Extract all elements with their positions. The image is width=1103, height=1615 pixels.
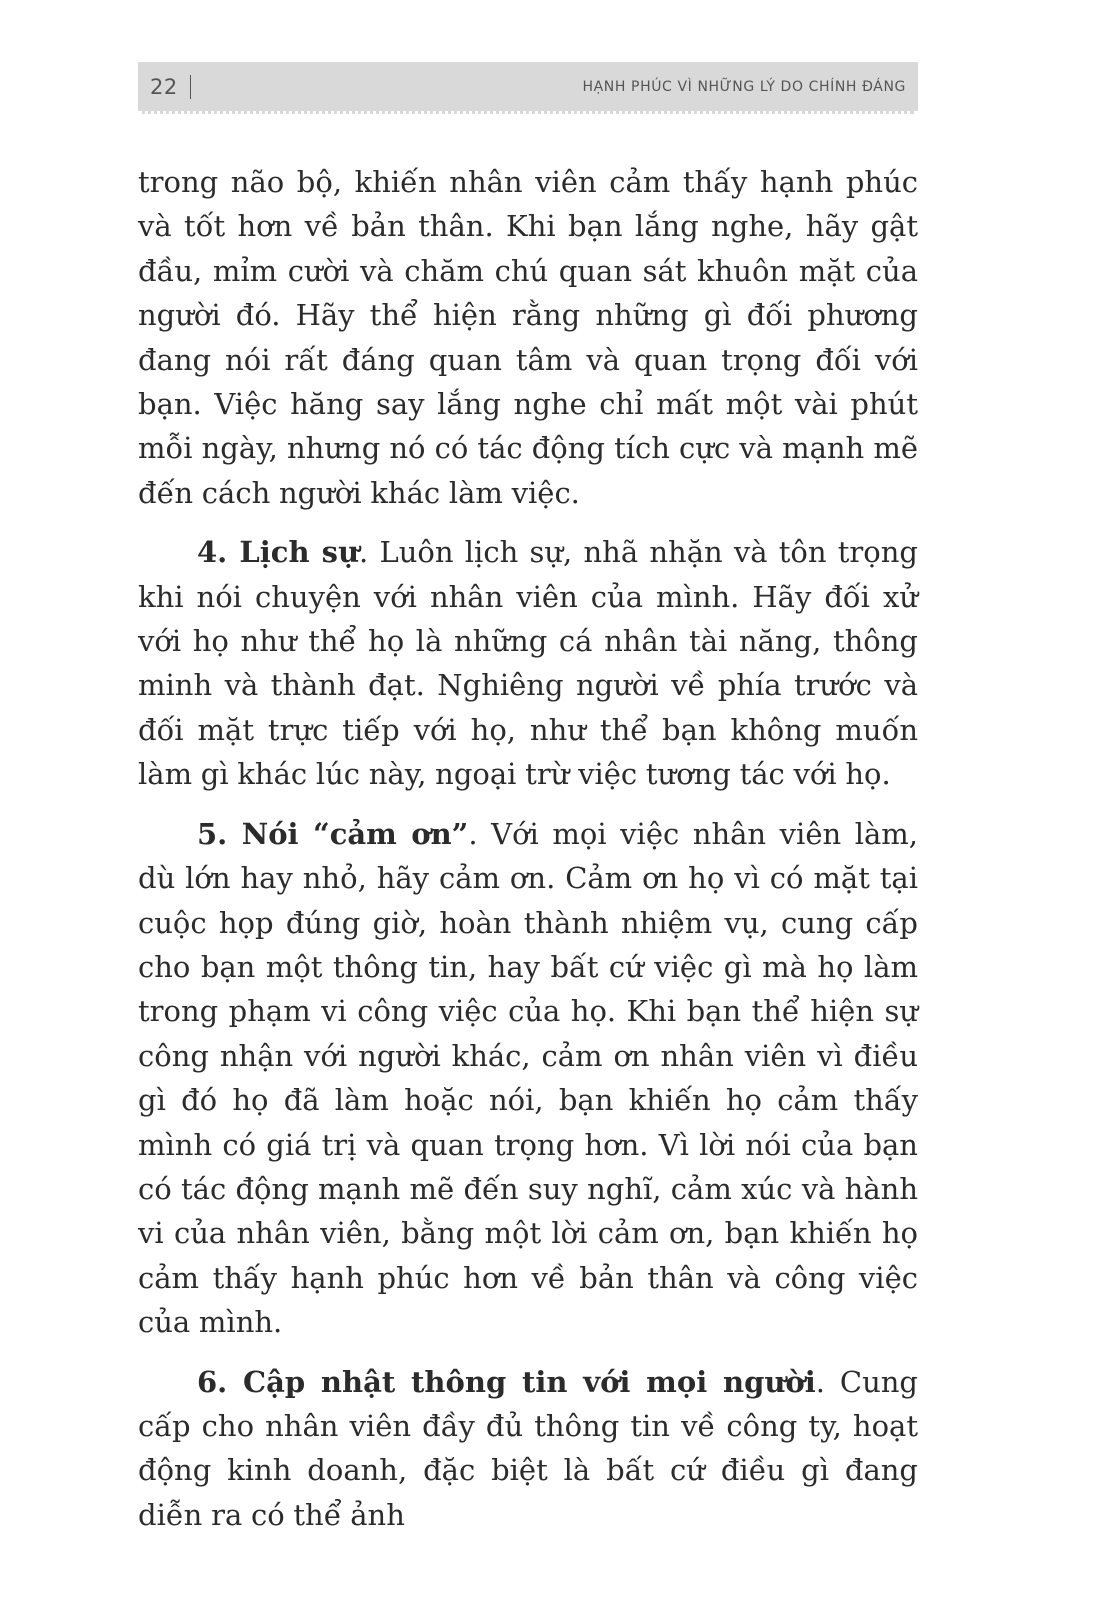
paragraph-3-text: . Với mọi việc nhân viên làm, dù lớn hay nhỏ, hãy cảm ơn. Cảm ơn họ vì có mặt tại cuộc họp đúng giờ, hoàn thành nhiệm vụ, cung cấp cho bạn một thông tin, hay bất cứ việc gì mà họ làm trong phạm vi công việc của họ. Khi bạn thể hiện sự công nhận với người khác, cảm ơn nhân viên vì điều gì đó họ đã làm hoặc nói, bạn khiến họ cảm thấy mình có giá trị và quan trọng hơn. Vì lời nói của bạn có tác động mạnh mẽ đến suy nghĩ, cảm xúc và hành vi của nhân viên, bằng một lời cảm ơn, bạn khiến họ cảm thấy hạnh phúc hơn về bản thân và công việc của mình. xyxy=(138,816,918,1340)
book-title: HẠNH PHÚC VÌ NHỮNG LÝ DO CHÍNH ĐÁNG xyxy=(582,78,906,95)
paragraph-2-heading: 4. Lịch sự xyxy=(197,535,360,570)
paragraph-2-text: . Luôn lịch sự, nhã nhặn và tôn trọng khi nói chuyện với nhân viên của mình. Hãy đối xử với họ như thể họ là những cá nhân tài năng, thông minh và thành đạt. Nghiêng người về phía trước và đối mặt trực tiếp với họ, như thể bạn không muốn làm gì khác lúc này, ngoại trừ việc tương tác với họ. xyxy=(138,535,919,792)
paragraph-3 xyxy=(138,812,918,1345)
running-header xyxy=(138,62,918,114)
paragraph-2 xyxy=(138,530,918,796)
header-divider xyxy=(190,75,192,99)
paragraph-1-text: trong não bộ, khiến nhân viên cảm thấy hạnh phúc và tốt hơn về bản thân. Khi bạn lắng nghe, hãy gật đầu, mỉm cười và chăm chú quan sát khuôn mặt của người đó. Hãy thể hiện rằng những gì đối phương đang nói rất đáng quan tâm và quan trọng đối với bạn. Việc hăng say lắng nghe chỉ mất một vài phút mỗi ngày, nhưng nó có tác động tích cực và mạnh mẽ đến cách người khác làm việc. xyxy=(138,165,918,510)
page-number: 22 xyxy=(150,74,178,99)
page-content xyxy=(138,160,918,1552)
paragraph-4-text: . Cung cấp cho nhân viên đầy đủ thông tin về công ty, hoạt động kinh doanh, đặc biệt là bất cứ điều gì đang diễn ra có thể ảnh xyxy=(138,1364,918,1532)
paragraph-4-heading: 6. Cập nhật thông tin với mọi người xyxy=(197,1364,816,1399)
paragraph-3-heading: 5. Nói “cảm ơn” xyxy=(197,816,469,851)
paragraph-1 xyxy=(138,160,918,515)
header-left xyxy=(150,75,191,99)
paragraph-4 xyxy=(138,1360,918,1538)
